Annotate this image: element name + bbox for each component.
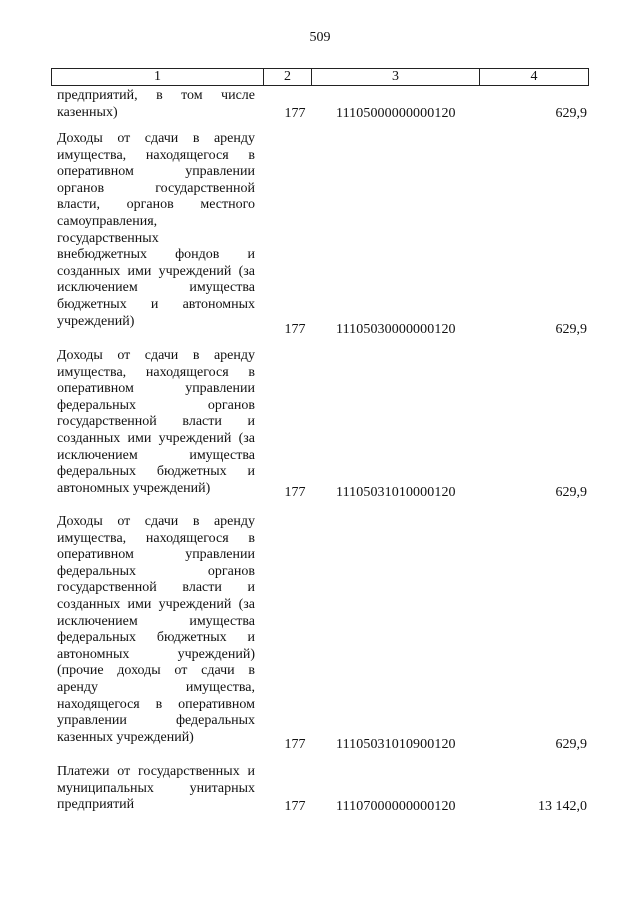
description-line: казенных учреждений) bbox=[57, 729, 194, 745]
row-amount: 629,9 bbox=[555, 106, 587, 121]
row-code: 177 bbox=[284, 106, 306, 121]
page-number: 509 bbox=[309, 30, 331, 45]
description-line: имущества, находящегося в bbox=[57, 530, 255, 546]
description-line: государственной власти и bbox=[57, 580, 255, 596]
description-line: исключением имущества bbox=[57, 613, 255, 629]
row-code: 177 bbox=[284, 799, 306, 814]
description-line: внебюджетных фондов и bbox=[57, 247, 255, 263]
row-code: 177 bbox=[284, 485, 306, 500]
row-kbk: 11107000000000120 bbox=[336, 799, 456, 814]
description-line: федеральных органов bbox=[57, 563, 255, 579]
description-line: бюджетных и автономных bbox=[57, 296, 255, 312]
description-line: предприятий bbox=[57, 797, 135, 813]
row-code: 177 bbox=[284, 322, 306, 337]
header-col-3: 3 bbox=[312, 69, 480, 85]
description-line: Платежи от государственных и bbox=[57, 764, 255, 779]
row-amount: 629,9 bbox=[555, 485, 587, 500]
description-line: созданных ими учреждений (за bbox=[57, 263, 255, 279]
description-line: органов государственной bbox=[57, 180, 255, 196]
description-line: оперативном управлении bbox=[57, 547, 255, 563]
description-line: власти, органов местного bbox=[57, 197, 255, 213]
table-header bbox=[51, 68, 589, 86]
row-amount: 13 142,0 bbox=[538, 799, 587, 814]
row-kbk: 11105031010000120 bbox=[336, 485, 456, 500]
description-line: автономных учреждений) bbox=[57, 480, 211, 496]
header-col-4: 4 bbox=[530, 69, 538, 84]
description-line: федеральных бюджетных и bbox=[57, 464, 255, 480]
description-line: государственной власти и bbox=[57, 414, 255, 430]
row-description bbox=[57, 348, 255, 497]
header-col-1: 1 bbox=[52, 69, 264, 85]
description-line: казенных) bbox=[57, 104, 118, 120]
description-line: федеральных бюджетных и bbox=[57, 630, 255, 646]
description-line: созданных ими учреждений (за bbox=[57, 430, 255, 446]
description-line: имущества, находящегося в bbox=[57, 147, 255, 163]
description-line: имущества, находящегося в bbox=[57, 364, 255, 380]
description-line: автономных учреждений) bbox=[57, 646, 255, 662]
description-line: федеральных органов bbox=[57, 397, 255, 413]
row-description bbox=[57, 514, 255, 746]
description-line: учреждений) bbox=[57, 313, 135, 329]
row-kbk: 11105000000000120 bbox=[336, 106, 456, 121]
description-line: управлении федеральных bbox=[57, 713, 255, 729]
row-amount: 629,9 bbox=[555, 737, 587, 752]
description-line: созданных ими учреждений (за bbox=[57, 596, 255, 612]
description-line: оперативном управлении bbox=[57, 381, 255, 397]
description-line: исключением имущества bbox=[57, 280, 255, 296]
header-col-2: 2 bbox=[264, 69, 312, 85]
row-kbk: 11105031010900120 bbox=[336, 737, 456, 752]
description-line: муниципальных унитарных bbox=[57, 780, 255, 796]
description-line: Доходы от сдачи в аренду bbox=[57, 514, 255, 529]
row-code: 177 bbox=[284, 737, 306, 752]
row-amount: 629,9 bbox=[555, 322, 587, 337]
description-line: находящегося в оперативном bbox=[57, 696, 255, 712]
row-kbk: 11105030000000120 bbox=[336, 322, 456, 337]
description-line: оперативном управлении bbox=[57, 164, 255, 180]
description-line: (прочие доходы от сдачи в bbox=[57, 663, 255, 679]
row-description bbox=[57, 764, 255, 814]
row-description bbox=[57, 88, 255, 121]
row-description bbox=[57, 131, 255, 330]
description-line: исключением имущества bbox=[57, 447, 255, 463]
description-line: аренду имущества, bbox=[57, 679, 255, 695]
description-line: Доходы от сдачи в аренду bbox=[57, 348, 255, 363]
description-line: Доходы от сдачи в аренду bbox=[57, 131, 255, 146]
description-line: самоуправления, bbox=[57, 213, 158, 229]
description-line: предприятий, в том числе bbox=[57, 88, 255, 103]
description-line: государственных bbox=[57, 230, 159, 246]
